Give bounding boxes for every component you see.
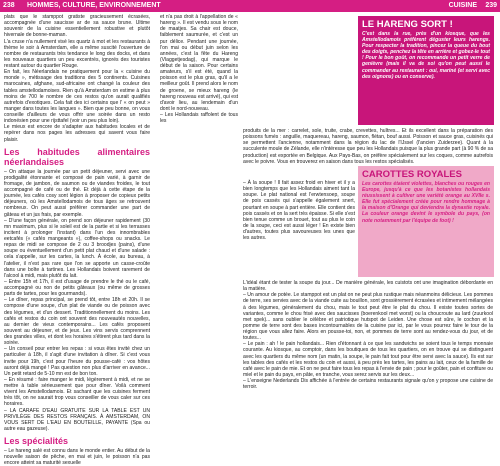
soup-tip: L'idéal étant de tester la soupe du jour... De manière générale, les cuistots ont une imagination débordante en la matière. [243, 280, 493, 293]
section-heading-habits: Les habitudes alimentaires néerlandaises [4, 146, 150, 167]
speciality-herring: – Le hareng salé est connu dans le monde entier. Au début de la nouvelle saison de pêche, en mai et juin, le poisson n'a pas encore atteint sa maturité sexuelle [4, 448, 150, 466]
carrots-sidebar-box [358, 166, 494, 277]
page-header [0, 0, 500, 12]
page-number-right: 239 [485, 2, 497, 9]
soup-column [243, 180, 355, 241]
habits-tea: – Entre 15h et 17h, il est d'usage de prendre le thé ou le café, accompagné ou non de petits gâteaux (ou même de grosses parts de tartes, pour les gourmands). [4, 278, 150, 298]
habits-advice: – Un conseil pour entrer les repas : si vous êtes invité chez un particulier à 18h, il s'agit d'une invitation à dîner. Si c'est vous invite pour 19h, c'est pour l'heure du pousse-café : vos hôtes auront déjà mangé ! Pas question non plus d'arriver en avance... Un petit retard de 5-10 mn est de bon ton. [4, 346, 150, 377]
habits-water: – LA CARAFE D'EAU GRATUITE SUR LA TABLE EST UN PRIVILÈGE DES RESTOS FRANÇAIS. À AMSTERDAM, ON VOUS SERT DE L'EAU EN BOUTEILLE, PAYANTE (Spa ou autre eau gazeuse). [4, 407, 150, 432]
intro-paragraph-4: Le mieux est encore de s'adapter aux habitudes locales et de repérer dans nos pages les adresses qui savent vous faire plaisir. [4, 124, 150, 143]
intro-paragraph-2: L'a cruse n'a nullement visé les quartz à mot et les restaurants à thème le soir à Amsterdam, elle a même suscité l'ouverture de nombre de restaurants très tendance le long des docks, et dans les nouveaux quartiers un peu excentrés, ignorés des touristes restant autour du quartier Rouge. [4, 38, 150, 69]
section-heading-specialities: Les spécialités [4, 436, 69, 446]
section-title-left: HOMMES, CULTURE, ENVIRONNEMENT [27, 2, 161, 9]
section-title-right: CUISINE [448, 2, 477, 9]
stamppot-paragraph: – Un amour de potée. Le stamppot est un plat on ne peut plus rustique mais néanmoins délicieux. Les pommes de terre, ses servies avec de la viande cuite au bouillon, sont grossièrement écrasées et intimement mélangées à des légumes, généralement du chou, mais le tout peut être le plat du chou. Il existe toutes sortes de variantes, comme le chou frisé avec des saucisses (boerenkool met worst) ou la choucroute au lard (zuurkool met spek)... sans oublier le célèbre et patriotique hutspot de Leiden. Une chose est sûre, le cochon et la pomme de terre sont des bases incontournables de la cuisine par ici, par le vous pourrez faire le tour de la région que vous allez faire. Alors en pousse-toi, non, et pommes de terre sont au rendez-vous du jour, et de toutes... [243, 292, 493, 342]
bread-paragraph: – Le pain : ah ! le pain hollandais... Rien d'étonnant à ce que les sandwichs se soient tous le temps monnaie courante. Au kiosque, au comptoir, dans les boutiques de tous les quartiers, on en trouve qui se distinguent avec les quartiers du même nom (un matin, la soupe, le pain fait tout pour être servi avec la sauce). Ils est sur les tables des cafés et les restos du coin et aussi, à peu près les tartes, les pains au lait, ceux de la famille de café avec le pain de mie. Et on ne peut faire tous les repas à l'envie de pain ; pour le goûter, pain et confiture ou miel et le pain du pays, en pâte, en tranche, vous serez servis sur les deux... [243, 341, 493, 378]
intro-paragraph-1: plats que le stamppot gratiste gracieusement écrasées, accompagnée d'une saucisse ar de sa sauce brune. Ultime souvenir de la cuisine essentiellement robustive et plutôt hivernale de bonne-maman. [4, 14, 150, 39]
left-column [4, 14, 150, 466]
seafood-paragraph: produits de la mer : carrelet, sole, truite, crabe, crevettes, huîtres... Et ils excellent dans la préparation des poissons fumés : anguille, maquereau, hareng, saumon, flétan, bouf aussi. Poisson et sauce gras, cuisinés qui se permettent l'ancienne, notamment dans la région du lac de l'IJssel (l'ancien Zuiderzee). Quant à la succulente moule de Zélande, elle n'intéresse que peu les Hollandais puisque la plus grande part (à 90 % de sa production) est exportée en Belgique. Aux Pays-Bas, on préfère spécialement sur les coques, comme autrefois avec le poivre. Vous en trouverez en saison dans tous les restos spécialisés. [243, 128, 493, 165]
carrots-box-title: CAROTTES ROYALES [362, 169, 462, 180]
herring-sidebar-box [358, 16, 494, 125]
right-column-bottom [243, 280, 493, 390]
habits-dinner: – Le dîner, repas principal, se prend tôt, entre 18h et 20h. Il se compose d'une soupe, d'un plat de viande ou de poisson avec des légumes, et d'un dessert. Traditionnellement du moins. Les cafés et restos du coin ont souvent des nouveautés nouvelles, au dernier de vieux contemporains... Les cafés proposent souvent au déjeuner, et de jeux. Les vins servis comprennent des grandes villes, et dont les horaires s'étirent plus tard dans la soirée. [4, 297, 150, 347]
right-column-top [243, 128, 493, 165]
intro-paragraph-3: En fait, les Néerlandais ne pratiquement pour la « cuisine du monde », métissage des traditions des 5 continents. Cuisines marocaines, afghane, sud-africaine ont changé la couleur des tables amstellodamoises. Rien qu'à Amsterdam on estime à plus moins de 700 le nombre de ces restos qu'on aurait qualifiés autrefois d'exotiques. Cela fait des ici certains que l' « on peut » manger dans toutes les langues ». Bien que peu bonne, on vous conseille d'ailleurs de vous offrir une soirée dans un resto indonésien pour une rijsttafel (voir un peu plus loin). [4, 69, 150, 125]
herring-box-title: LE HARENG SORT ! [362, 19, 453, 30]
habits-lunch: – D'une façon générale, on prend son déjeuner rapidement (30 mn maximum, plus si le soleil est de la partie et si les terrasses incitent à prolonger l'instant) dans l'un des innombrables eetcafés (« cafés mangeants »), coffee-shops ou snacks. Le repas de midi se compose de 2 ou 3 broodjes (pains), d'une soupe ou éventuellement d'un petit plat chaud et d'une salade : cela s'appelle, sur les cartes, la lunch. À école, au bureau, à l'atelier, il n'est pas rare que l'on se apporte un casse-croûte dans une boîte à tartines. Les Hollandais boivent rarement de l'alcool à midi, mais plutôt du lait. [4, 217, 150, 279]
habits-summary: – En résumé : faire manger le midi, légèrement à midi, et ne se mettre à table sérieusement que pour dîner. Voilà comment vivent les Amstellodamois. Et sachant que les cuisines ferment très tôt, on ne saurait trop vous conseiller de vous caler sur ces horaires. [4, 376, 150, 408]
middle-column [160, 14, 238, 124]
carrots-box-body: Les carottes étaient violettes, blanches ou rouges en Europe, jusqu'à ce que les botanistes hollandais réussissent à cultiver une variété orange au XVIIe s. Elle fut spécialement créée pour rendre hommage à la maison d'Orange qui deviendra la dynastie royale. La couleur orange devint le symbole du pays, (on note notamment par l'équipe de foot) ! [362, 181, 490, 224]
herring-continued: et n'a pas droit à l'appellation de « hareng ». Il est vendu sous le nom de maatjes. Sa chair est douce, faiblement saumurée, et c'est un pur délice. Pendant une journée, l'on mai ou début juin selon les années, c'est la fête du Hareng (Vlaggetjesdag), qui marque le début de la saison. Pour certains amateurs, s'il est été, quand la poisson est le plus gras, qu'il a le meilleur goût. Il prend alors le nom de groene, se mieux hareng (le hareng nouveau est arrivé), qui est d'avoir lieu, au lendemain d'un dont le nord-nouveau. [160, 14, 238, 112]
page-number-left: 238 [3, 2, 15, 9]
herring-box-body: C'est dans la rue, près d'un kiosque, que les Amstellodamois préfèrent déguster leurs harengs. Pour respecter la tradition, pincez la queue du bout des doigts, penchez la tête en arrière et gobez-le tout ! Pour le bon goût, on recommande un petit verre de genièvre (mais il va de soi qu'on peut aussi le commander au restaurant : oui, mariné (et servi avec des oignons) ou en conserve). [362, 31, 490, 80]
habits-breakfast: – On attaque la journée par un petit déjeuner, servi avec une prodigalité étonnante et composé de pain varié, à garnir de fromage, de jambon, de saumon ou de viandes froides, le tout accompagné de café ou de thé. Et déjà à cette étape de la journée, les cafés cosy sont légion à proposer de copieux petits déjeuners, où les Amstellodamois de tous âges se retrouvent nombreux. On peut aussi préférer commander une part de gâteau et un jus frais, par exemple. [4, 168, 150, 218]
soup-paragraph: – À la soupe ! Il fait assez froid en hiver et il y a bien longtemps que les Hollandais aiment tant la soupe. Le plat national est l'erwtensoep, soupe de pois cassés qui s'appelle également snert, pourtant en soupe à part entière. Elle contient des pois cassés et on la sert très épaisse. Si elle s'est bien tenue comme un brouet, tout au plus le coin de la soupe, ceci est aussi léger ! En existe bien d'autres, toutes plus savoureuses les unes que les autres. [243, 180, 355, 242]
nederlands-dis-paragraph: – L'enseigne Nederlands Dis affichée à l'entrée de certains restaurants signale qu'on y propose une cuisine de terroir. [243, 378, 493, 391]
seafood-intro: – Les Hollandais raffolent de tous les [160, 112, 238, 125]
